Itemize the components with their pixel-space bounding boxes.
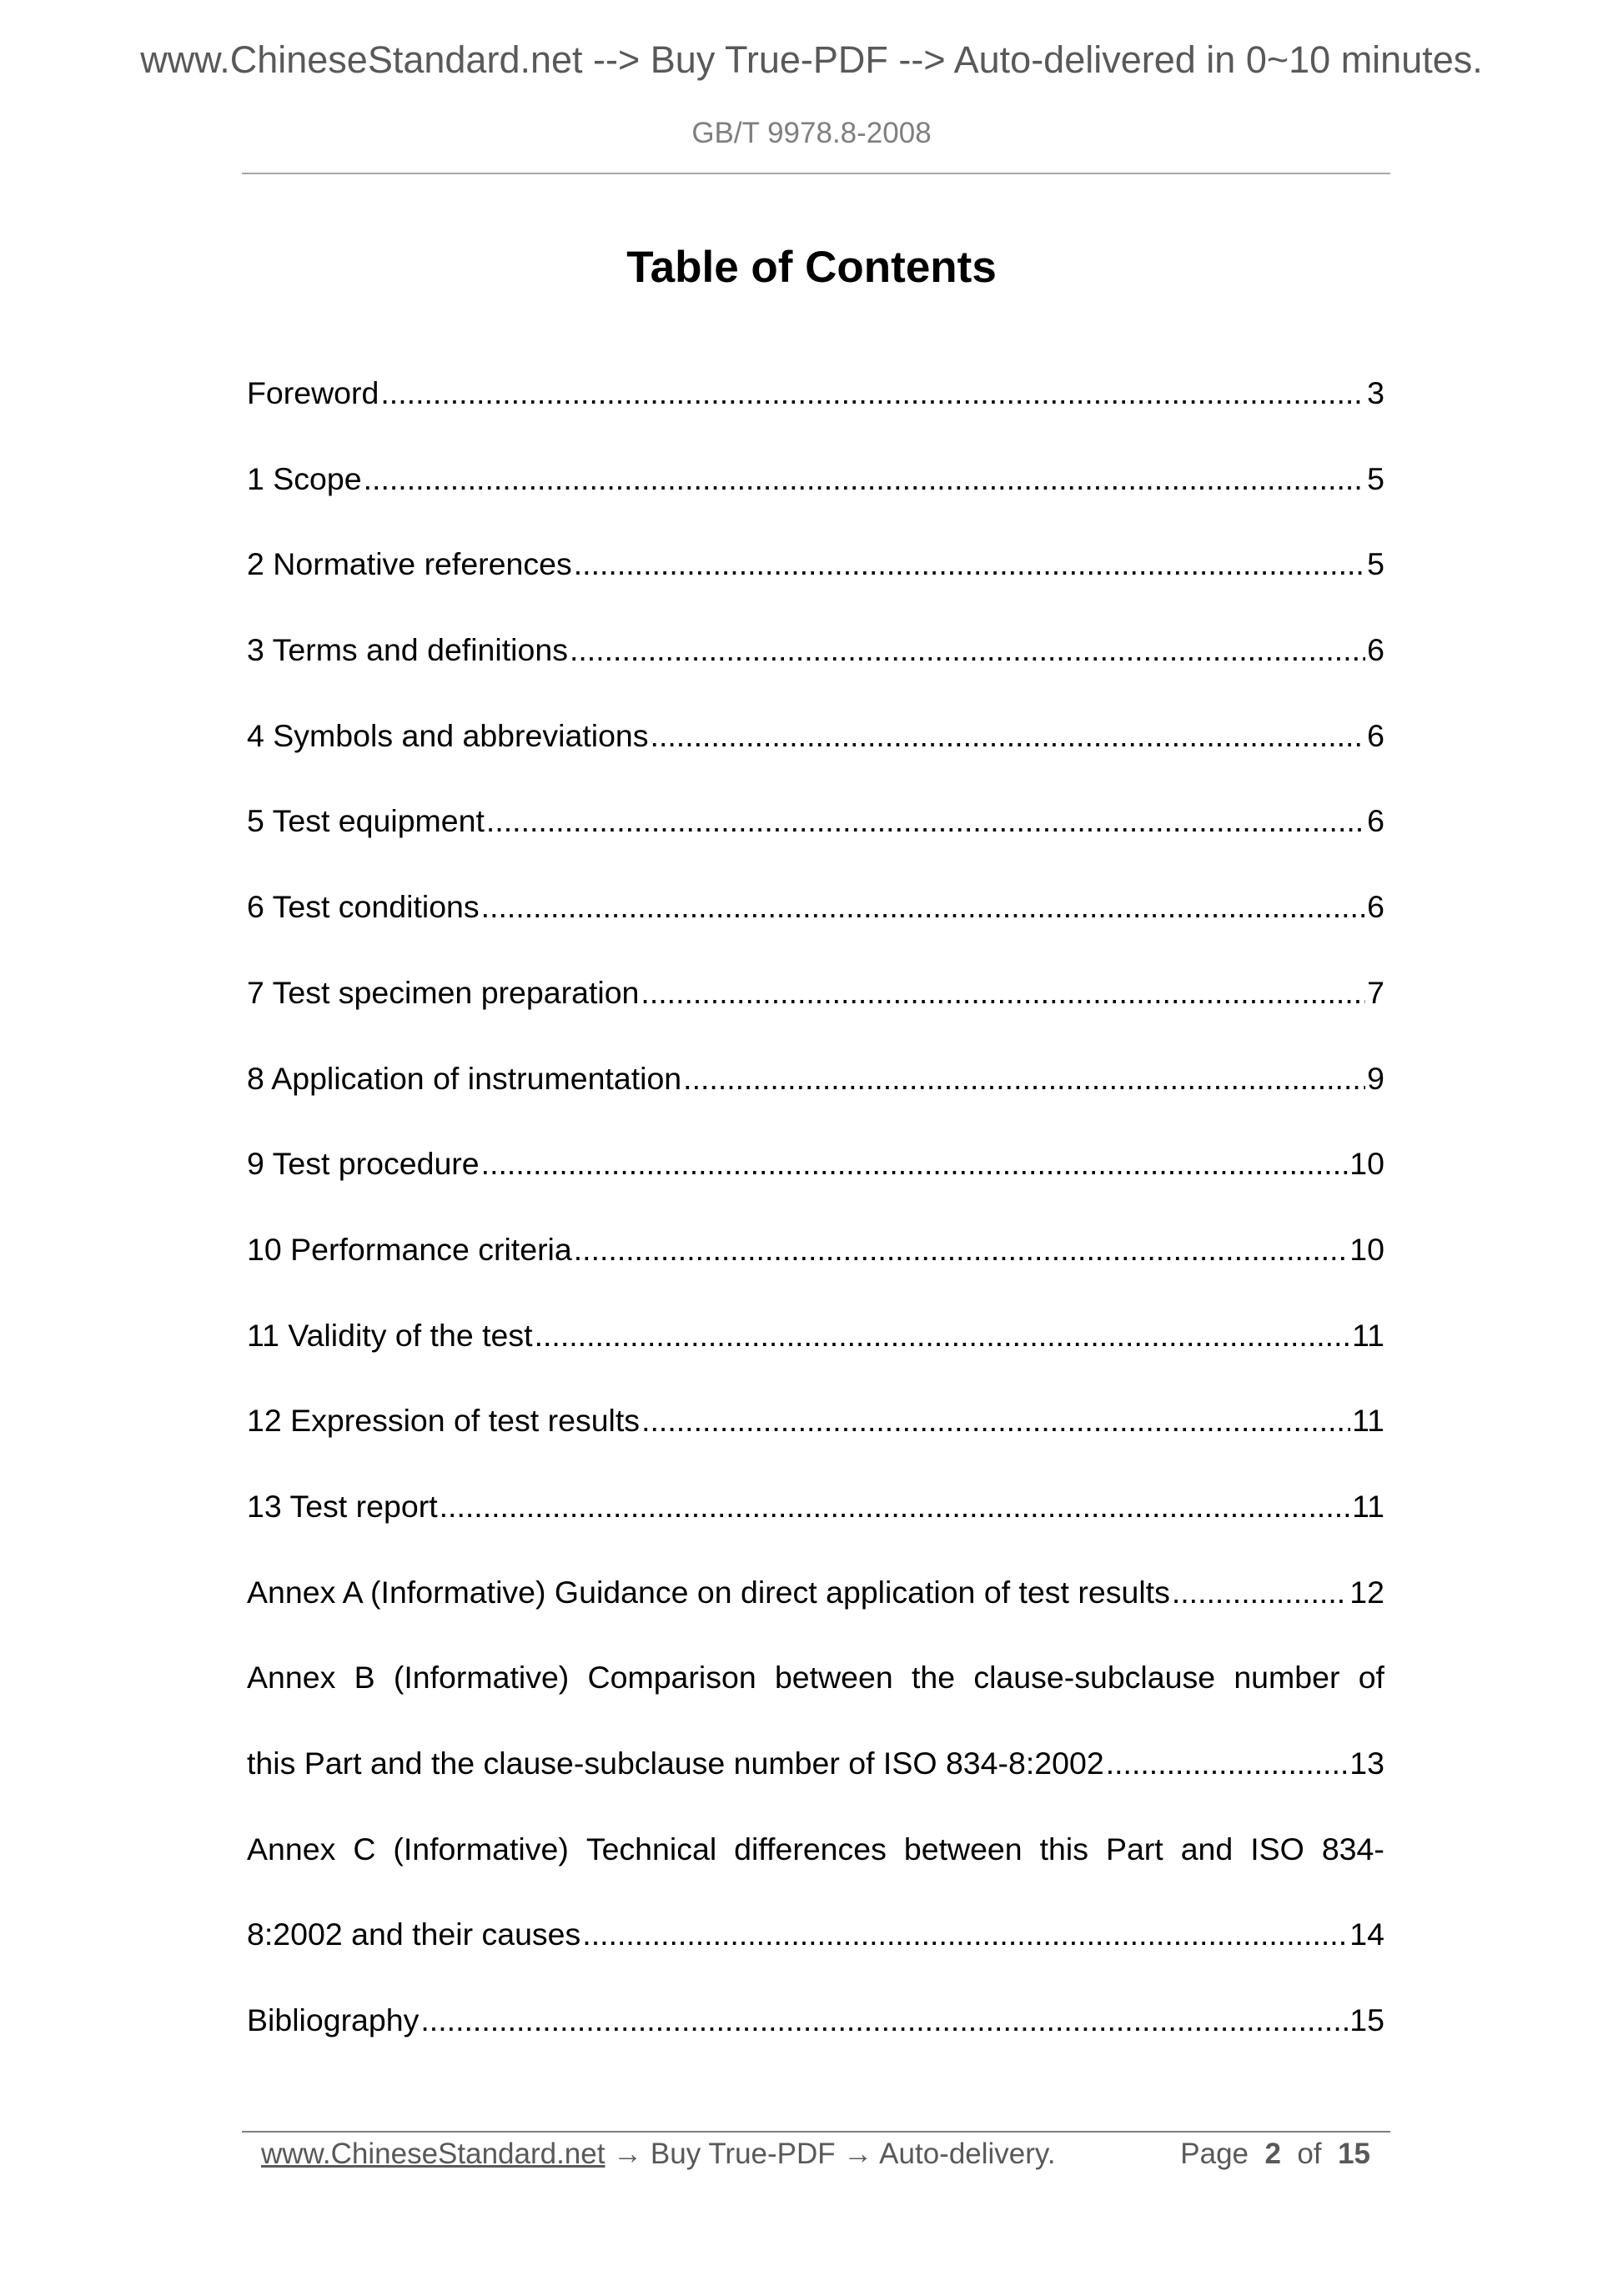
toc-entry-page: 6 xyxy=(1367,803,1384,839)
toc-leader-dots xyxy=(582,1892,1348,1977)
toc-word: this xyxy=(1039,1831,1088,1866)
toc-entry-page: 12 xyxy=(1349,1574,1384,1610)
footer-divider xyxy=(242,2131,1390,2133)
toc-entry[interactable] xyxy=(247,864,1384,950)
page-current: 2 xyxy=(1264,2138,1281,2170)
toc-entry-label: 7 Test specimen preparation xyxy=(247,974,640,1010)
toc-entry-page: 6 xyxy=(1367,717,1384,753)
page-total: 15 xyxy=(1338,2138,1370,2170)
toc-word: between xyxy=(774,1660,893,1696)
toc-entry-page: 6 xyxy=(1367,889,1384,925)
toc-entry-label: 8:2002 and their causes xyxy=(247,1917,581,1952)
toc-entry-page: 10 xyxy=(1349,1231,1384,1267)
toc-entry-label: 4 Symbols and abbreviations xyxy=(247,717,649,753)
toc-entry-label: 8 Application of instrumentation xyxy=(247,1060,682,1096)
page-label: Page xyxy=(1180,2138,1249,2170)
toc-leader-dots xyxy=(420,1977,1348,2063)
toc-entry-annex-c-line2 xyxy=(247,1892,1384,1977)
toc-entry[interactable] xyxy=(247,1121,1384,1207)
toc-leader-dots xyxy=(683,1036,1365,1122)
toc-leader-dots xyxy=(641,950,1365,1036)
toc-entry-annex-b[interactable] xyxy=(247,1635,1384,1806)
toc-entry-label: 1 Scope xyxy=(247,460,362,496)
page-of: of xyxy=(1297,2138,1322,2170)
toc-word: (Informative) xyxy=(393,1831,569,1866)
toc-entry[interactable] xyxy=(247,950,1384,1036)
toc-entry-page: 11 xyxy=(1352,1488,1384,1524)
toc-entry[interactable] xyxy=(247,778,1384,864)
toc-word: between xyxy=(903,1831,1023,1866)
document-id: GB/T 9978.8-2008 xyxy=(691,117,932,149)
toc-entry[interactable] xyxy=(247,1378,1384,1464)
toc-entry-label: Annex A (Informative) Guidance on direct application of test results xyxy=(247,1574,1170,1610)
toc-word: Annex xyxy=(247,1660,336,1696)
toc-leader-dots xyxy=(535,1293,1351,1379)
toc-entry[interactable] xyxy=(247,1207,1384,1293)
toc-entry[interactable] xyxy=(247,693,1384,779)
toc-entry-page: 9 xyxy=(1367,1060,1384,1096)
toc-leader-dots xyxy=(651,693,1366,779)
footer-site-link[interactable]: www.ChineseStandard.net xyxy=(261,2138,605,2170)
page-title: Table of Contents xyxy=(626,243,997,292)
toc-entry-annex-b-line2 xyxy=(247,1721,1384,1806)
toc-entry-label: 9 Test procedure xyxy=(247,1146,480,1182)
toc-word: ISO xyxy=(1250,1831,1304,1866)
toc-leader-dots xyxy=(1172,1550,1348,1635)
toc-entry-label: 6 Test conditions xyxy=(247,889,480,925)
toc-word: differences xyxy=(734,1831,887,1866)
toc-word: B xyxy=(354,1660,375,1696)
toc-entry-label: 11 Validity of the test xyxy=(247,1317,533,1353)
toc-entry-page: 5 xyxy=(1367,460,1384,496)
toc-entry-page: 14 xyxy=(1349,1917,1384,1952)
toc-entry-bibliography[interactable] xyxy=(247,1977,1384,2063)
toc-word: clause-subclause xyxy=(973,1660,1216,1696)
toc-entry-label: 2 Normative references xyxy=(247,546,572,582)
page-footer xyxy=(261,2133,1370,2175)
toc-leader-dots xyxy=(364,436,1366,522)
toc-entry-page: 11 xyxy=(1352,1317,1384,1353)
toc-entry-page: 11 xyxy=(1352,1403,1384,1439)
toc-entry-page: 13 xyxy=(1349,1746,1384,1781)
toc-entry[interactable] xyxy=(247,607,1384,693)
toc-leader-dots xyxy=(481,864,1365,950)
toc-entry[interactable] xyxy=(247,436,1384,522)
toc-entry-label: 3 Terms and definitions xyxy=(247,632,568,668)
toc-leader-dots xyxy=(486,778,1365,864)
toc-entry-label: 12 Expression of test results xyxy=(247,1403,641,1439)
toc-entry[interactable] xyxy=(247,1550,1384,1635)
toc-word: (Informative) xyxy=(393,1660,570,1696)
toc-entry[interactable] xyxy=(247,1293,1384,1379)
toc-entry-annex-c-line1 xyxy=(247,1806,1384,1892)
toc-entry-label: Bibliography xyxy=(247,2002,420,2038)
toc-word: Comparison xyxy=(587,1660,756,1696)
toc-leader-dots xyxy=(570,607,1365,693)
toc-entry-label: Foreword xyxy=(247,375,379,410)
toc-leader-dots xyxy=(574,521,1365,607)
toc-word: Part xyxy=(1105,1831,1163,1866)
footer-left xyxy=(261,2133,1056,2175)
toc-entry-page: 6 xyxy=(1367,632,1384,668)
toc-entry-annex-b-line1 xyxy=(247,1635,1384,1721)
toc-leader-dots xyxy=(641,1378,1350,1464)
toc-entry-page: 10 xyxy=(1349,1146,1384,1182)
toc-leader-dots xyxy=(440,1464,1350,1550)
table-of-contents xyxy=(247,350,1384,2063)
toc-word: of xyxy=(1358,1660,1384,1696)
page-counter xyxy=(1180,2133,1370,2175)
toc-leader-dots xyxy=(574,1207,1349,1293)
toc-word: number xyxy=(1234,1660,1340,1696)
toc-word: Technical xyxy=(585,1831,717,1866)
header-banner: www.ChineseStandard.net --> Buy True-PDF --> Auto-delivered in 0~10 minutes. xyxy=(140,38,1483,81)
header-divider xyxy=(242,173,1390,174)
toc-entries xyxy=(247,350,1384,1635)
toc-entry[interactable] xyxy=(247,1036,1384,1122)
footer-tail-text: → Buy True-PDF → Auto-delivery. xyxy=(613,2138,1056,2170)
toc-word: Annex xyxy=(247,1831,336,1866)
toc-word: the xyxy=(911,1660,956,1696)
toc-entry-label: 10 Performance criteria xyxy=(247,1231,572,1267)
toc-leader-dots xyxy=(1106,1721,1349,1806)
toc-entry-page: 15 xyxy=(1349,2002,1384,2038)
toc-entry[interactable] xyxy=(247,350,1384,436)
toc-word: and xyxy=(1180,1831,1234,1866)
toc-entry[interactable] xyxy=(247,521,1384,607)
toc-word: C xyxy=(353,1831,376,1866)
toc-entry-page: 5 xyxy=(1367,546,1384,582)
toc-leader-dots xyxy=(380,350,1365,436)
toc-entry-label: 5 Test equipment xyxy=(247,803,485,839)
toc-entry-label: this Part and the clause-subclause number of ISO 834-8:2002 xyxy=(247,1746,1104,1781)
toc-leader-dots xyxy=(481,1121,1349,1207)
toc-word: 834- xyxy=(1321,1831,1384,1866)
toc-entry-label: 13 Test report xyxy=(247,1488,438,1524)
toc-entry-page: 3 xyxy=(1367,375,1384,410)
toc-entry[interactable] xyxy=(247,1464,1384,1550)
toc-entry-page: 7 xyxy=(1367,974,1384,1010)
toc-entry-annex-c[interactable] xyxy=(247,1806,1384,1977)
